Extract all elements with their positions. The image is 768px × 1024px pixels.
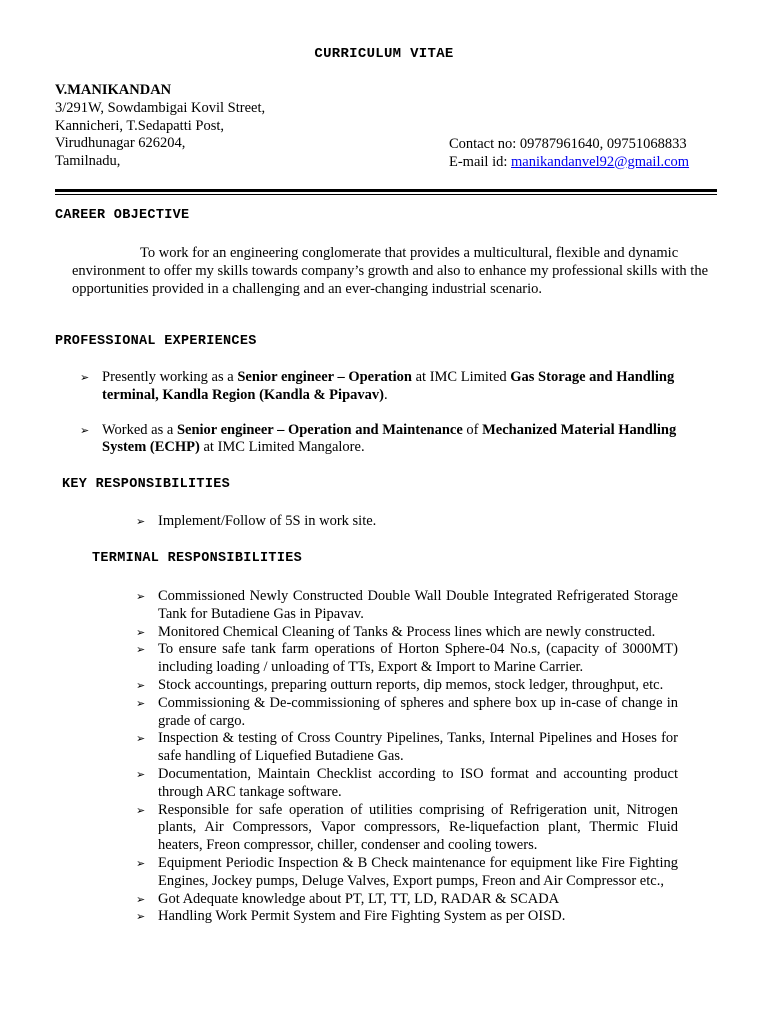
arrow-bullet-icon: ➢	[136, 696, 146, 710]
list-item: ➢ To ensure safe tank farm operations of Horton Sphere-04 No.s, (capacity of 3000MT) including loading / unloading of TTs, Export & Import to Marine Carrier.	[136, 641, 678, 676]
list-item: ➢ Implement/Follow of 5S in work site.	[136, 513, 377, 529]
arrow-bullet-icon: ➢	[136, 643, 146, 657]
address-line: Tamilnadu,	[55, 153, 121, 170]
terminal-responsibilities-heading: TERMINAL RESPONSIBILITIES	[92, 551, 303, 566]
arrow-bullet-icon: ➢	[80, 423, 90, 437]
professional-experiences-heading: PROFESSIONAL EXPERIENCES	[55, 334, 257, 349]
header-divider-thin	[55, 194, 717, 195]
list-item: ➢ Commissioning & De-commissioning of spheres and sphere box up in-case of change in grade of cargo.	[136, 694, 678, 729]
key-responsibilities-heading: KEY RESPONSIBILITIES	[62, 477, 231, 492]
document-title: CURRICULUM VITAE	[314, 46, 454, 62]
career-objective-body: To work for an engineering conglomerate that provides a multicultural, flexible and dynamic environment to offer my skills towards company’s growth and also to enhance my professional skills with the opportunities provided in a challenging and an ever-changing industrial scenario.	[72, 245, 709, 297]
list-item: ➢ Equipment Periodic Inspection & B Check maintenance for equipment like Fire Fighting Engines, Jockey pumps, Deluge Valves, Export pumps, Freon and Air Compressor etc.,	[136, 854, 678, 889]
list-item: ➢ Presently working as a Senior engineer – Operation at IMC Limited Gas Storage and Handling terminal, Kandla Region (Kandla & Pipavav).	[80, 369, 675, 403]
arrow-bullet-icon: ➢	[136, 892, 146, 906]
list-item: ➢ Commissioned Newly Constructed Double Wall Double Integrated Refrigerated Storage Tank for Butadiene Gas in Pipavav.	[136, 588, 678, 622]
list-item: ➢ Monitored Chemical Cleaning of Tanks & Process lines which are newly constructed.	[136, 623, 656, 640]
list-item: ➢ Inspection & testing of Cross Country Pipelines, Tanks, Internal Pipelines and Hoses for safe handling of Liquefied Butadiene Gas.	[136, 730, 678, 765]
email-label: E-mail id:	[449, 153, 512, 170]
address-line: 3/291W, Sowdambigai Kovil Street,	[55, 99, 266, 116]
arrow-bullet-icon: ➢	[136, 625, 146, 639]
contact-line	[449, 136, 689, 154]
list-item: ➢ Handling Work Permit System and Fire Fighting System as per OISD.	[136, 908, 566, 925]
key-responsibilities-list	[136, 513, 696, 531]
list-item: ➢ Got Adequate knowledge about PT, LT, TT, LD, RADAR & SCADA	[136, 890, 560, 907]
address-line: Kannicheri, T.Sedapatti Post,	[55, 117, 225, 134]
candidate-name: V.MANIKANDAN	[55, 82, 172, 98]
arrow-bullet-icon: ➢	[136, 515, 146, 528]
arrow-bullet-icon: ➢	[136, 678, 146, 692]
list-item: ➢ Responsible for safe operation of utilities comprising of Refrigeration unit, Nitrogen plants, Air Compressors, Vapor compressors, Re-liquefaction plant, Thermic Fluid heaters, Freon compressor, chiller, condenser and cooling towers.	[136, 801, 678, 854]
contact-block	[449, 136, 689, 172]
arrow-bullet-icon: ➢	[80, 371, 90, 384]
list-item: ➢ Worked as a Senior engineer – Operation and Maintenance of Mechanized Material Handling System (ECHP) at IMC Limited Mangalore.	[80, 421, 677, 456]
career-objective-text	[72, 245, 712, 298]
experience-list	[80, 369, 680, 474]
arrow-bullet-icon: ➢	[136, 732, 146, 746]
arrow-bullet-icon: ➢	[136, 856, 146, 870]
address-line: Virudhunagar 626204,	[55, 135, 186, 152]
career-objective-heading: CAREER OBJECTIVE	[55, 208, 190, 223]
terminal-responsibilities-list	[136, 588, 678, 926]
address-block	[55, 82, 265, 171]
list-item: ➢ Documentation, Maintain Checklist according to ISO format and accounting product through ARC tankage software.	[136, 765, 678, 800]
arrow-bullet-icon: ➢	[136, 590, 146, 603]
email-line	[449, 154, 689, 172]
arrow-bullet-icon: ➢	[136, 767, 146, 781]
arrow-bullet-icon: ➢	[136, 910, 146, 924]
email-link[interactable]: manikandanvel92@gmail.com	[511, 153, 690, 170]
contact-numbers: 09787961640, 09751068833	[519, 136, 687, 152]
header-divider-thick	[55, 189, 717, 192]
contact-label: Contact no:	[449, 136, 520, 152]
arrow-bullet-icon: ➢	[136, 803, 146, 817]
list-item: ➢ Stock accountings, preparing outturn reports, dip memos, stock ledger, throughput, etc.	[136, 676, 664, 693]
